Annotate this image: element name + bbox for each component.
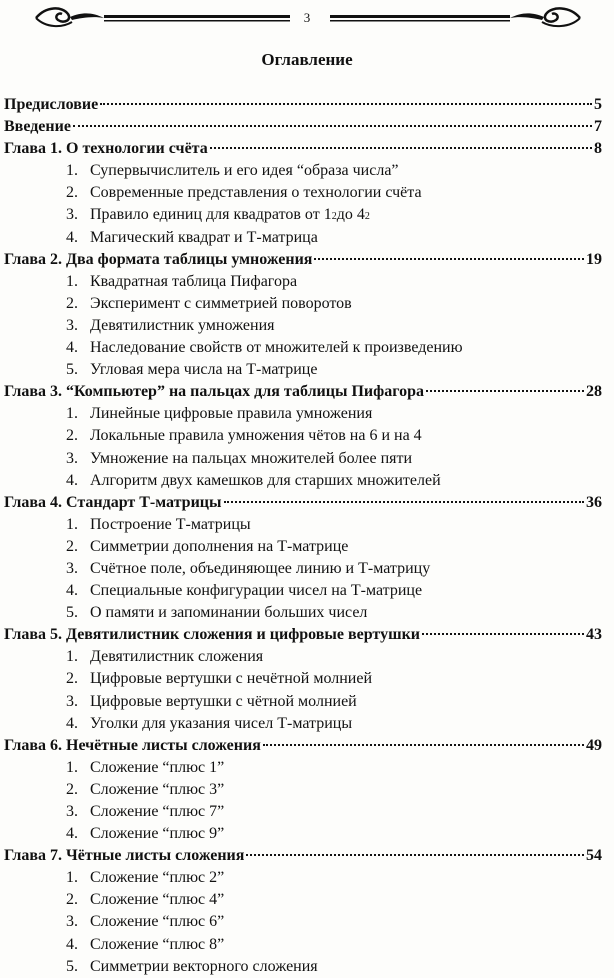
toc-subitem-number: 2. <box>66 294 78 312</box>
toc-entry[interactable] <box>4 735 602 757</box>
toc-subitem-text: Девятилистник умножения <box>90 316 275 334</box>
toc-subitem-number: 2. <box>66 780 78 798</box>
toc-subitem-text: Правило единиц для квадратов от 1 <box>90 206 332 224</box>
dot-leader <box>224 501 584 503</box>
toc-subitem-number: 5. <box>66 361 78 379</box>
toc-subitem-text: Сложение “плюс 8” <box>90 935 225 953</box>
toc-subitem-number: 1. <box>66 515 78 533</box>
toc-subitem-text: Уголки для указания чисел Т-матрицы <box>90 714 353 732</box>
toc-subitem-text: Специальные конфигурации чисел на Т-матрице <box>90 582 423 600</box>
toc-subitem-number: 2. <box>66 891 78 909</box>
toc-subitem-number: 4. <box>66 228 78 246</box>
toc-subitem-number: 1. <box>66 162 78 180</box>
toc-subitem-text: Наследование свойств от множителей к произведению <box>90 339 463 357</box>
toc-subitem-number: 2. <box>66 537 78 555</box>
toc-subitem[interactable] <box>4 580 602 602</box>
toc-entry[interactable] <box>4 492 602 514</box>
toc-entry-label: Глава 3. “Компьютер” на пальцах для таблицы Пифагора <box>4 383 424 401</box>
toc-entry[interactable] <box>4 249 602 271</box>
toc-entry-page: 49 <box>586 736 602 754</box>
dot-leader <box>73 125 592 127</box>
toc-subitem-text: Магический квадрат и Т-матрица <box>90 228 318 246</box>
toc-subitem[interactable] <box>4 160 602 182</box>
toc-subitem[interactable] <box>4 271 602 293</box>
toc-subitem[interactable] <box>4 448 602 470</box>
toc-subitem[interactable] <box>4 956 602 978</box>
toc-subitem-text: Сложение “плюс 7” <box>90 803 225 820</box>
toc-subitem-number: 3. <box>66 692 78 710</box>
toc-subitem[interactable] <box>4 558 602 580</box>
toc-subitem-text: Сложение “плюс 9” <box>90 825 225 843</box>
toc-subitem-number: 3. <box>66 449 78 467</box>
toc-subitem-text: Супервычислитель и его идея “образа числа” <box>90 162 399 180</box>
toc-subitem-text: Сложение “плюс 3” <box>90 780 225 798</box>
toc-subitem[interactable] <box>4 470 602 492</box>
toc-entry[interactable] <box>4 845 602 867</box>
toc-subitem[interactable] <box>4 757 602 779</box>
toc-subitem[interactable] <box>4 359 602 381</box>
toc-subitem[interactable] <box>4 403 602 425</box>
toc-subitem[interactable] <box>4 801 602 823</box>
toc-entry-page: 7 <box>594 118 602 136</box>
toc-subitem-text: Квадратная таблица Пифагора <box>90 272 298 290</box>
toc-subitem-text: Симметрии векторного сложения <box>90 957 318 975</box>
toc-subitem-text: Сложение “плюс 2” <box>90 869 225 887</box>
toc-subitem[interactable] <box>4 602 602 624</box>
page-number: 3 <box>303 10 311 25</box>
toc-subitem-text: Счётное поле, объединяющее линию и Т-матрицу <box>90 559 431 577</box>
toc-subitem[interactable] <box>4 889 602 911</box>
toc-subitem[interactable] <box>4 713 602 735</box>
toc-subitem-text: Современные представления о технологии счёта <box>90 184 422 202</box>
toc-subitem[interactable] <box>4 823 602 845</box>
toc-subitem-number: 3. <box>66 913 78 931</box>
dot-leader <box>100 103 592 105</box>
toc-entry-label: Глава 6. Нечётные листы сложения <box>4 736 261 754</box>
toc-entry-label: Предисловие <box>4 96 99 113</box>
toc-subitem-number: 5. <box>66 604 78 622</box>
toc-subitem-number: 4. <box>66 714 78 732</box>
toc-entry-page: 28 <box>586 383 602 401</box>
toc-entry-label: Глава 7. Чётные листы сложения <box>4 847 245 865</box>
toc-entry-page: 54 <box>586 847 602 865</box>
toc-subitem[interactable] <box>4 536 602 558</box>
toc-subitem[interactable] <box>4 293 602 315</box>
toc-subitem[interactable] <box>4 911 602 933</box>
toc-subitem-number: 3. <box>66 206 78 224</box>
toc-subitem-number: 1. <box>66 272 78 290</box>
toc-entry-page: 36 <box>586 493 602 511</box>
toc-entry-page: 19 <box>586 250 602 268</box>
dot-leader <box>210 147 592 149</box>
toc-subitem[interactable] <box>4 867 602 889</box>
toc-entry-label: Глава 2. Два формата таблицы умножения <box>4 250 313 268</box>
toc-subitem-text: Угловая мера числа на Т-матрице <box>90 361 318 379</box>
toc-subitem-text: Построение Т-матрицы <box>90 515 251 533</box>
toc-subitem[interactable] <box>4 182 602 204</box>
toc-subitem-text: Умножение на пальцах множителей более пяти <box>90 449 413 467</box>
toc-subitem-text: Сложение “плюс 1” <box>90 758 225 776</box>
toc-subitem[interactable] <box>4 691 602 713</box>
toc-subitem-number: 4. <box>66 582 78 600</box>
toc-subitem-number: 1. <box>66 405 78 423</box>
toc-entry-page: 5 <box>594 96 602 113</box>
toc-subitem-text: О памяти и запоминании больших чисел <box>90 604 368 622</box>
toc-subitem-number: 1. <box>66 869 78 887</box>
toc-subitem-number: 2. <box>66 427 78 445</box>
page-title: Оглавление <box>261 50 353 69</box>
toc-entry[interactable] <box>4 624 602 646</box>
toc-entry-page: 43 <box>586 626 602 644</box>
toc-subitem[interactable]: 3. Правило единиц для квадратов от 1 2 до 4 2 <box>4 204 602 226</box>
toc-entry-label: Глава 5. Девятилистник сложения и цифровые вертушки <box>4 626 421 644</box>
toc-subitem-text: Линейные цифровые правила умножения <box>90 405 373 423</box>
toc-subitem-number: 3. <box>66 803 78 820</box>
toc-entry[interactable] <box>4 94 602 116</box>
toc-entry[interactable] <box>4 381 602 403</box>
toc-subitem[interactable] <box>4 315 602 337</box>
toc-subitem-text-cont: до 4 <box>336 206 365 224</box>
toc-entry[interactable] <box>4 138 602 160</box>
toc-subitem-number: 4. <box>66 471 78 489</box>
toc-subitem-number: 1. <box>66 758 78 776</box>
toc-subitem[interactable] <box>4 934 602 956</box>
toc-entry-label: Глава 1. О технологии счёта <box>4 140 208 158</box>
toc-subitem-number: 3. <box>66 316 78 334</box>
dot-leader <box>422 633 584 635</box>
toc-subitem-text: Симметрии дополнения на Т-матрице <box>90 537 349 555</box>
toc-subitem-text: Цифровые вертушки с чётной молнией <box>90 692 357 710</box>
table-of-contents <box>4 94 602 978</box>
toc-subitem[interactable] <box>4 646 602 668</box>
toc-subitem[interactable] <box>4 668 602 690</box>
toc-subitem-text: Локальные правила умножения чётов на 6 и на 4 <box>90 427 422 445</box>
toc-subitem-number: 4. <box>66 339 78 357</box>
toc-entry-page: 8 <box>594 140 602 158</box>
page-header <box>0 0 614 40</box>
toc-subitem-number: 4. <box>66 825 78 843</box>
dot-leader <box>314 258 584 260</box>
toc-subitem-text: Алгоритм двух камешков для старших множителей <box>90 471 441 489</box>
toc-subitem-number: 4. <box>66 935 78 953</box>
toc-subitem-number: 2. <box>66 670 78 688</box>
toc-subitem-text: Девятилистник сложения <box>90 648 264 666</box>
toc-subitem[interactable] <box>4 425 602 447</box>
toc-subitem[interactable] <box>4 227 602 249</box>
toc-entry-label: Введение <box>4 118 71 136</box>
toc-subitem-text: Цифровые вертушки с нечётной молнией <box>90 670 372 688</box>
dot-leader <box>246 854 584 856</box>
toc-entry[interactable] <box>4 116 602 138</box>
toc-subitem[interactable] <box>4 337 602 359</box>
toc-subitem-number: 5. <box>66 957 78 975</box>
toc-subitem-number: 3. <box>66 559 78 577</box>
toc-entry-label: Глава 4. Стандарт Т-матрицы <box>4 493 222 511</box>
toc-subitem-text: Сложение “плюс 6” <box>90 913 225 931</box>
toc-subitem-number: 2. <box>66 184 78 202</box>
toc-subitem[interactable] <box>4 779 602 801</box>
toc-subitem-text: Эксперимент с симметрией поворотов <box>90 294 352 312</box>
toc-subitem-text: Сложение “плюс 4” <box>90 891 225 909</box>
dot-leader <box>263 744 584 746</box>
toc-subitem-number: 1. <box>66 648 78 666</box>
dot-leader <box>426 390 584 392</box>
toc-subitem[interactable] <box>4 514 602 536</box>
